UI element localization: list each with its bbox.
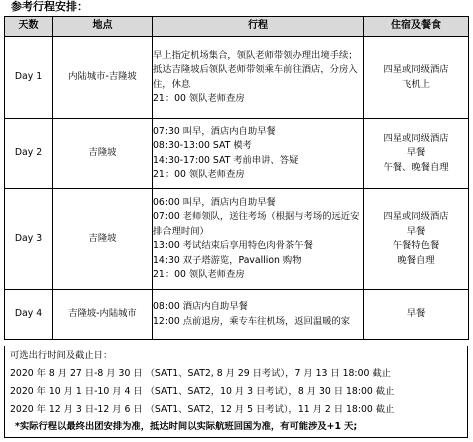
place-cell: 吉隆坡-内陆城市	[53, 290, 153, 340]
itinerary-table	[4, 16, 469, 340]
schedule-cell	[153, 290, 364, 340]
schedule-item: 21：00 领队老师查房	[153, 269, 245, 280]
page-heading: 参考行程安排：	[11, 0, 88, 13]
schedule-item: 14:30 双子塔游览，Pavallion 购物	[153, 254, 302, 266]
schedule-item: 21：00 领队老师查房	[153, 169, 245, 180]
date-option: 2020 年 10 月 1 日-10 月 4 日 （SAT1、SAT2，10 月 3 日考试），8 月 30 日 18:00 截止	[10, 386, 395, 397]
schedule-item: 06:00 叫早，酒店内自助早餐	[153, 196, 276, 208]
dates-section	[4, 346, 468, 438]
stay-item: 午餐、晚餐自理	[383, 161, 449, 173]
schedule-cell	[153, 119, 364, 189]
stay-item: 四星或同级酒店	[383, 64, 449, 75]
column-header-place: 地点	[53, 17, 153, 37]
table-header-row	[5, 17, 469, 37]
schedule-item: 14:30-17:00 SAT 考前串讲、答疑	[153, 154, 299, 166]
stay-item: 飞机上	[402, 78, 430, 90]
place-cell: 吉隆坡	[53, 189, 153, 290]
table-row	[5, 119, 469, 189]
schedule-item: 07:00 老师领队，送往考场（根据与考场的远近安排合理时间）	[153, 211, 360, 237]
stay-item: 晚餐自理	[397, 254, 435, 266]
dates-title: 可选出行时间及截止日：	[10, 350, 113, 361]
day-cell: Day 4	[5, 290, 53, 340]
day-cell: Day 1	[5, 37, 53, 119]
schedule-item: 07:30 叫早，酒店内自助早餐	[153, 125, 276, 137]
place-cell: 吉隆坡	[53, 119, 153, 189]
column-header-stay: 住宿及餐食	[364, 17, 469, 37]
place-cell: 内陆城市-吉隆坡	[53, 37, 153, 119]
stay-item: 四星或同级酒店	[383, 211, 449, 222]
column-header-schedule: 行程	[153, 17, 364, 37]
schedule-item: 早上指定机场集合，领队老师带领办理出境手续；抵达吉隆坡后领队老师带领乘车前往酒店，分房入住，休息	[153, 49, 358, 90]
stay-item: 早餐	[406, 308, 426, 320]
column-header-day: 天数	[5, 17, 53, 37]
table-row	[5, 290, 469, 340]
table-row	[5, 37, 469, 119]
date-option: 2020 年 12 月 3 日-12 月 6 日 （SAT1、SAT2，12 月 5 日考试），11 月 2 日 18:00 截止	[10, 404, 395, 415]
schedule-cell	[153, 37, 364, 119]
itinerary-note: *实际行程以最终出团安排为准，抵达时间以实际航班回国为准，有可能涉及+1 天;	[15, 421, 358, 432]
table-row	[5, 189, 469, 290]
schedule-item: 13:00 考试结束后享用特色肉骨茶午餐	[153, 240, 313, 251]
stay-item: 午餐特色餐	[392, 240, 440, 251]
stay-cell	[364, 290, 469, 340]
stay-cell	[364, 119, 469, 189]
schedule-cell	[153, 189, 364, 290]
date-option: 2020 年 8 月 27 日-8 月 30 日 （SAT1、SAT2, 8 月 29 日考试），7 月 13 日 18:00 截止	[10, 368, 391, 379]
stay-item: 早餐	[406, 225, 426, 237]
schedule-item: 21：00 领队老师查房	[153, 93, 245, 104]
day-cell: Day 2	[5, 119, 53, 189]
stay-item: 四星或同级酒店	[383, 132, 449, 144]
stay-cell	[364, 37, 469, 119]
schedule-item: 12:00 点前退房，乘专车往机场，返回温暖的家	[153, 315, 351, 327]
day-cell: Day 3	[5, 189, 53, 290]
stay-cell	[364, 189, 469, 290]
stay-item: 早餐	[406, 147, 426, 159]
schedule-item: 08:00 酒店内自助早餐	[153, 301, 248, 312]
schedule-item: 08:30-13:00 SAT 模考	[153, 140, 252, 151]
